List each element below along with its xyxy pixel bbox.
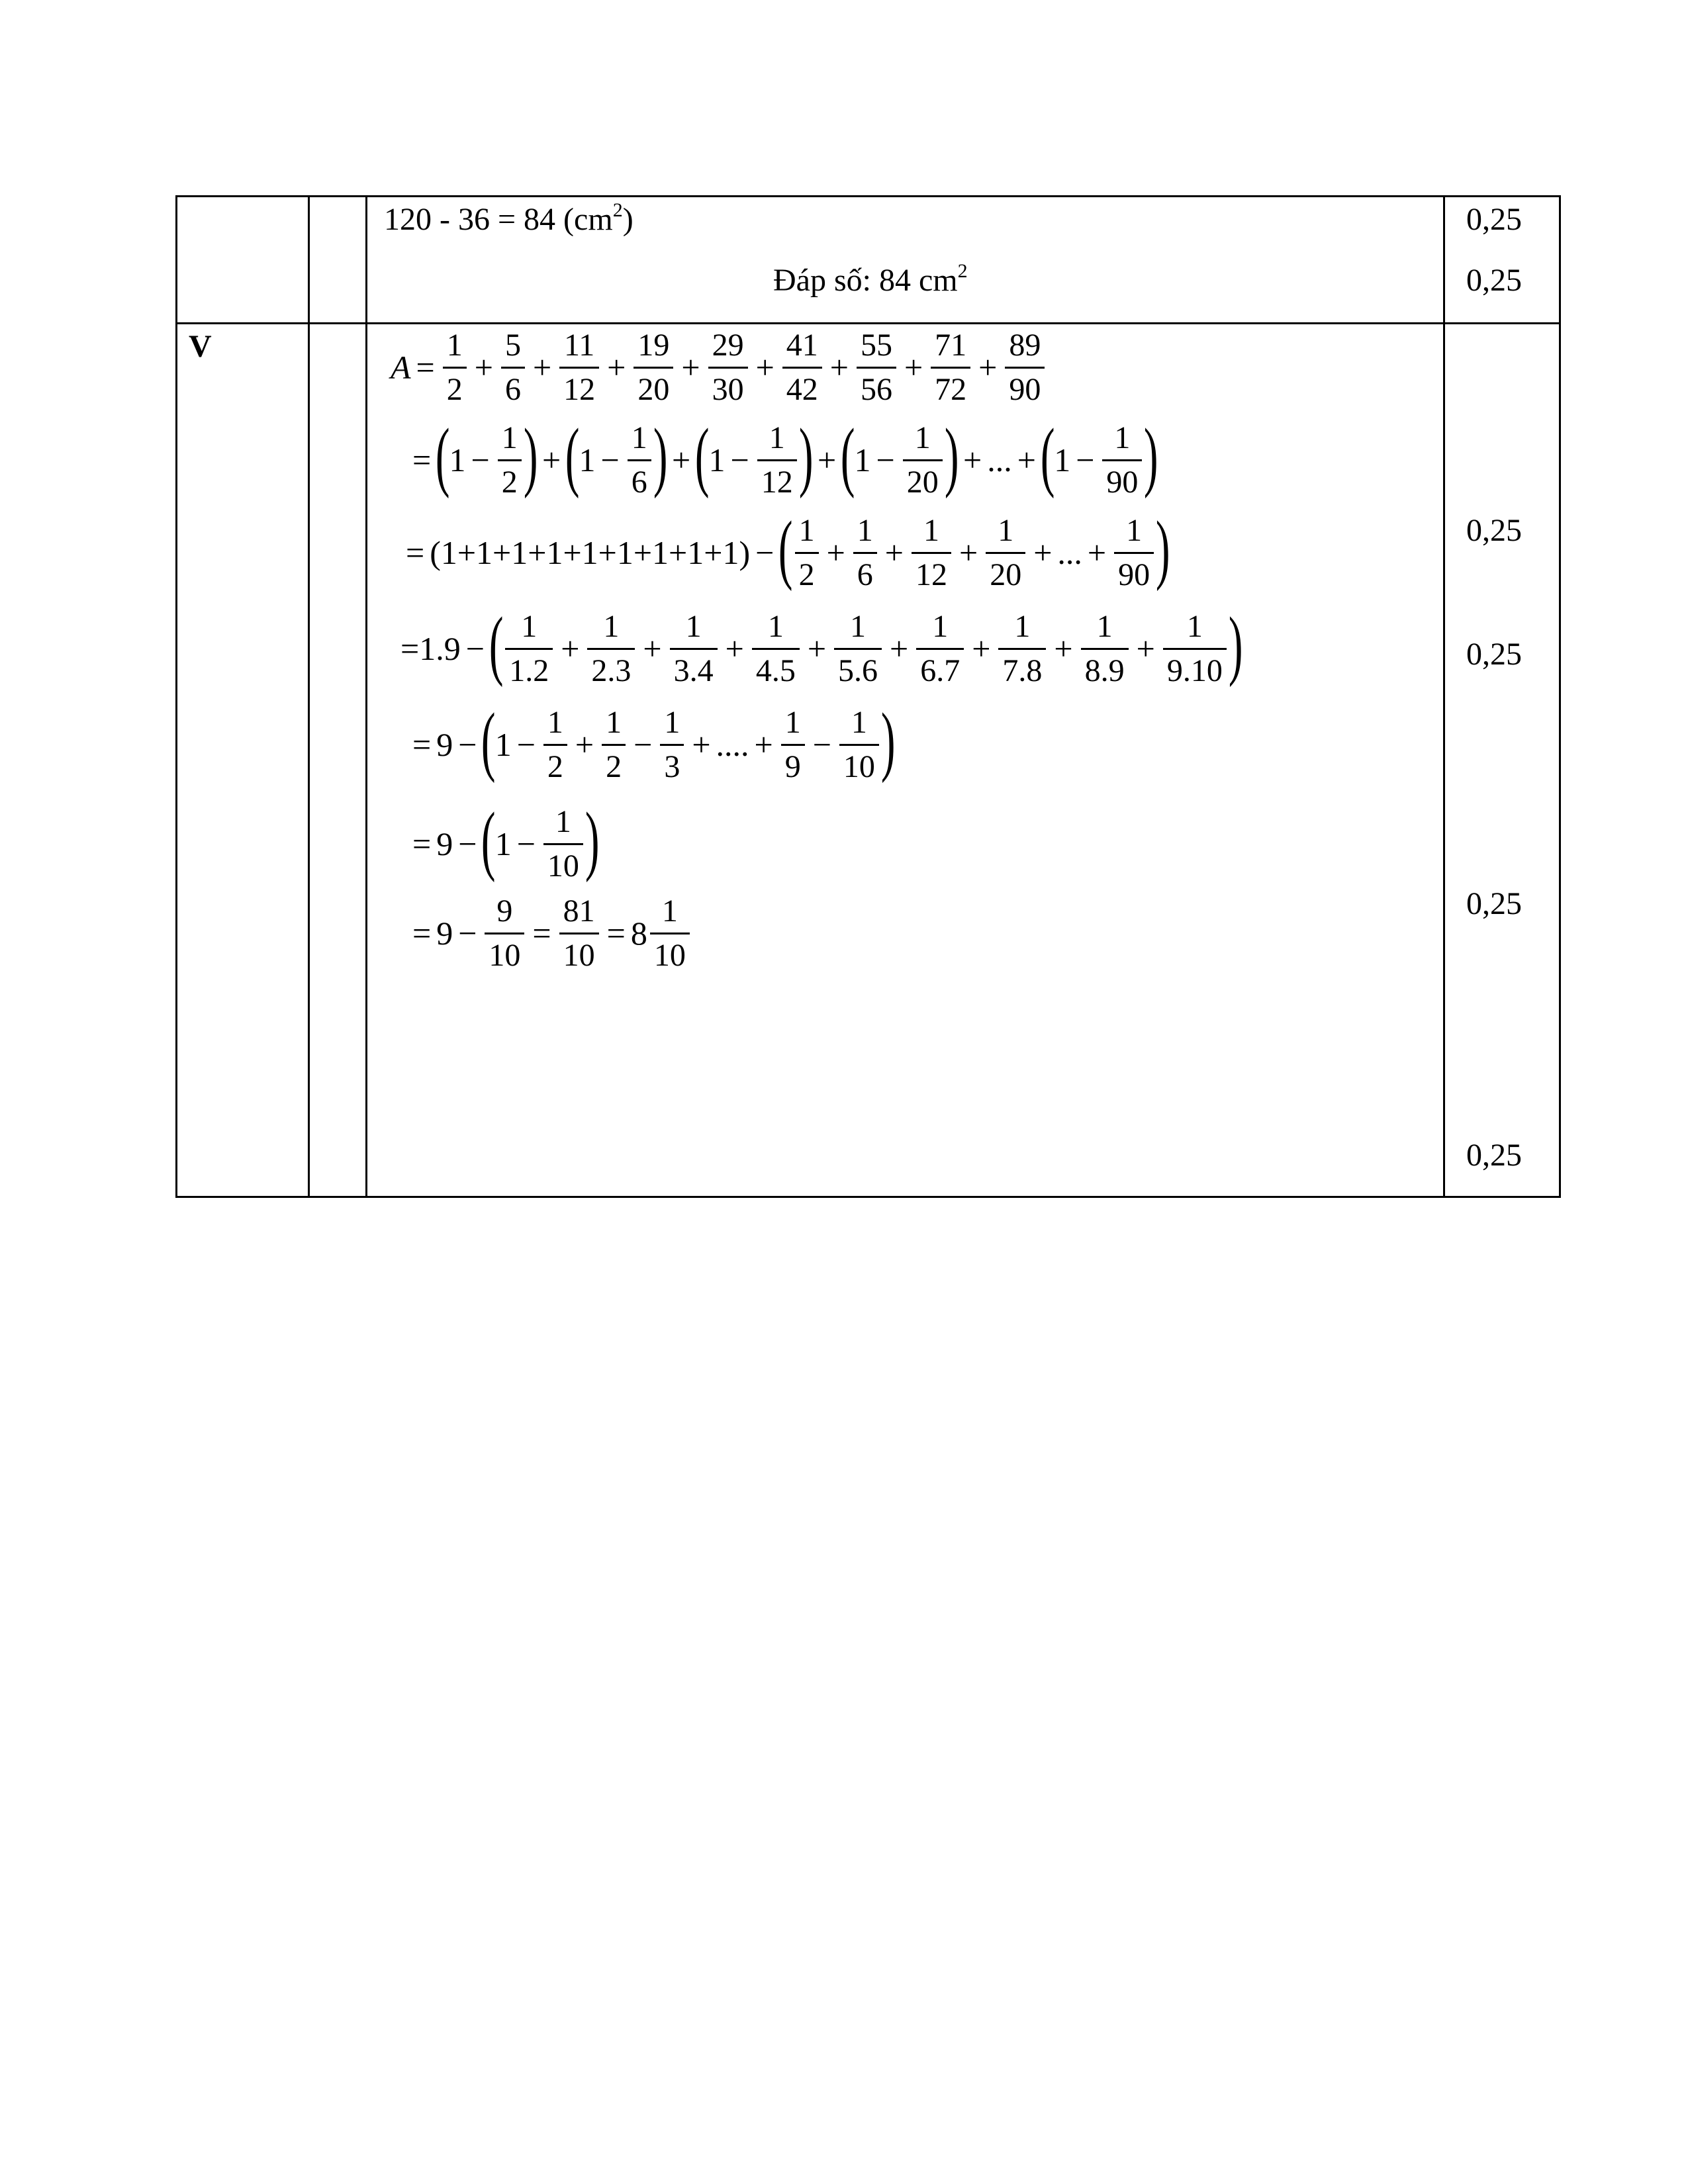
fraction: $\frac{5}{6}$: [501, 330, 525, 406]
fraction: $\frac{9}{10}$: [485, 895, 524, 972]
score-value: 0,25: [1466, 886, 1522, 921]
score-value: 0,25: [1466, 263, 1522, 298]
fraction: $\frac{41}{42}$: [782, 330, 822, 406]
fraction: $\frac{1}{6.7}$: [916, 611, 964, 687]
math-line-7: = 9 − $\frac{9}{10}$ = $\frac{81}{10}$ = 8 $\frac{1}{10}$: [407, 890, 692, 976]
math-line-1: A = $\frac{1}{2}$ + $\frac{5}{6}$ + $\frac{11}{12}$ + $\frac{19}{20}$ + $\frac{29}{30}$ + $\frac{41}{42}$ + $\frac{55}{56}$ + $\frac{71}{72}$ + $\frac{89}{90}$: [391, 324, 1047, 410]
fraction: $\frac{1}{2}$: [602, 707, 626, 783]
fraction: $\frac{1}{10}$: [839, 707, 879, 783]
score-value: 0,25: [1466, 202, 1522, 237]
fraction: $\frac{1}{2}$: [543, 707, 567, 783]
fraction: $\frac{1}{2}$: [498, 422, 522, 498]
calculation-line: 120 - 36 = 84 $(cm^2)$: [384, 199, 633, 237]
table-border-left: [175, 195, 177, 1198]
fraction: $\frac{1}{6}$: [853, 515, 877, 591]
fraction: $\frac{1}{20}$: [903, 422, 943, 498]
fraction: $\frac{1}{6}$: [628, 422, 651, 498]
fraction: $\frac{1}{10}$: [650, 895, 690, 972]
fraction: $\frac{29}{30}$: [708, 330, 748, 406]
fraction: $\frac{1}{4.5}$: [752, 611, 800, 687]
table-col-divider-2: [365, 195, 367, 1198]
score-value: 0,25: [1466, 637, 1522, 672]
fraction: $\frac{1}{8.9}$: [1081, 611, 1129, 687]
fraction: $\frac{1}{5.6}$: [834, 611, 882, 687]
fraction: $\frac{1}{10}$: [543, 806, 583, 882]
fraction: $\frac{1}{12}$: [757, 422, 797, 498]
fraction: $\frac{1}{2}$: [795, 515, 819, 591]
fraction: $\frac{1}{2.3}$: [587, 611, 635, 687]
fraction: $\frac{1}{9.10}$: [1163, 611, 1227, 687]
fraction: $\frac{1}{3}$: [660, 707, 684, 783]
fraction: $\frac{1}{12}$: [912, 515, 951, 591]
fraction: $\frac{11}{12}$: [559, 330, 599, 406]
section-label: V: [189, 329, 212, 364]
fraction: $\frac{89}{90}$: [1005, 330, 1045, 406]
score-value: 0,25: [1466, 513, 1522, 548]
fraction: $\frac{1}{90}$: [1102, 422, 1142, 498]
fraction: $\frac{81}{10}$: [559, 895, 599, 972]
table-col-divider-1: [308, 195, 310, 1198]
fraction: $\frac{19}{20}$: [633, 330, 673, 406]
math-line-2: = ( 1 − $\frac{1}{2}$ ) + ( 1 − $\frac{1}{6}$ ) + ( 1 − $\frac{1}{12}$ ) + ( 1 − $\frac{1}{20}$ ) + ... + ( 1 − $\frac{1}{90}$ ): [412, 412, 1158, 500]
math-line-3: = (1+1+1+1+1+1+1+1+1) − ( $\frac{1}{2}$ + $\frac{1}{6}$ + $\frac{1}{12}$ + $\frac{1}{20}$ + ... + $\frac{1}{90}$ ): [406, 505, 1170, 592]
variable-a: A: [391, 349, 411, 386]
table-col-divider-3: [1443, 195, 1445, 1198]
math-line-6: = 9 − ( 1 − $\frac{1}{10}$ ): [412, 796, 600, 884]
math-line-4: =1.9 − ( $\frac{1}{1.2}$ + $\frac{1}{2.3}$ + $\frac{1}{3.4}$ + $\frac{1}{4.5}$ + $\frac{1}{5.6}$ + $\frac{1}{6.7}$ + $\frac{1}{7.8}$ + $\frac{1}{8.9}$ + $\frac{1}{9.10}$ ): [400, 601, 1243, 688]
table-border-right: [1559, 195, 1561, 1198]
math-line-5: = 9 − ( 1 − $\frac{1}{2}$ + $\frac{1}{2}$ − $\frac{1}{3}$ + .... + $\frac{1}{9}$ − $\frac{1}{10}$ ): [412, 697, 896, 784]
table-border-top: [175, 195, 1561, 197]
fraction: $\frac{1}{20}$: [986, 515, 1025, 591]
table-border-bottom: [175, 1196, 1561, 1198]
fraction: $\frac{1}{7.8}$: [998, 611, 1046, 687]
fraction: $\frac{1}{1.2}$: [505, 611, 553, 687]
fraction: $\frac{1}{2}$: [443, 330, 467, 406]
fraction: $\frac{71}{72}$: [931, 330, 970, 406]
fraction: $\frac{1}{9}$: [781, 707, 805, 783]
fraction: $\frac{1}{90}$: [1114, 515, 1154, 591]
answer-line: Đáp số: 84 $cm^2$: [773, 260, 968, 298]
score-value: 0,25: [1466, 1138, 1522, 1173]
fraction: $\frac{55}{56}$: [857, 330, 896, 406]
fraction: $\frac{1}{3.4}$: [670, 611, 718, 687]
